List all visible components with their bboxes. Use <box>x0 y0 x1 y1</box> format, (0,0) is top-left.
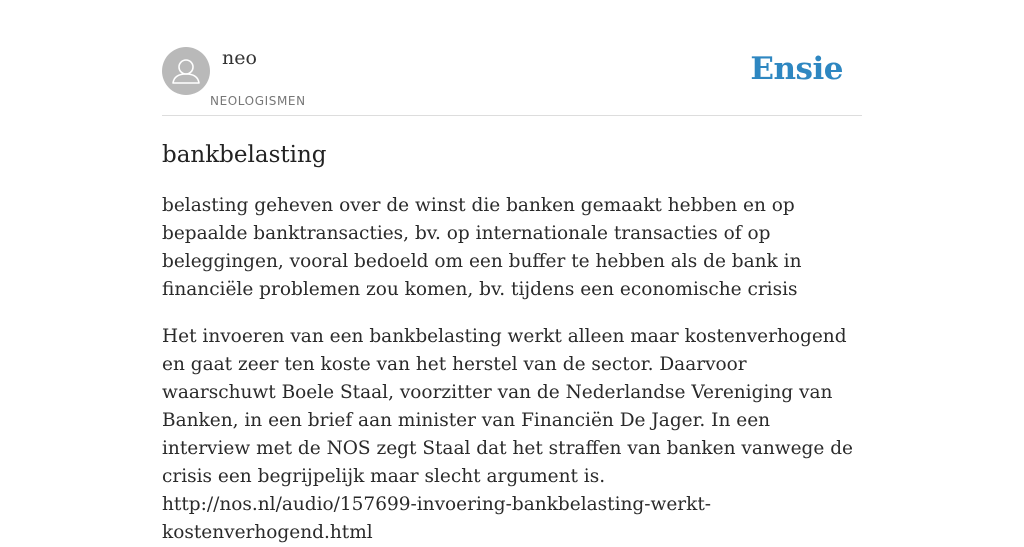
author-avatar[interactable] <box>162 47 210 95</box>
example-text: Het invoeren van een bankbelasting werkt alleen maar kostenverhogend en gaat zeer ten koste van het herstel van de sector. Daarvoor waarschuwt Boele Staal, voorzitter van de Nederlandse Vereniging van Banken, in een brief aan minister van Financiën De Jager. In een interview met de NOS zegt Staal dat het straffen van banken vanwege de crisis een begrijpelijk maar slecht argument is. <box>162 326 854 487</box>
user-icon <box>162 47 210 95</box>
entry-title: bankbelasting <box>162 142 327 168</box>
brand-logo[interactable]: Ensie <box>750 51 843 87</box>
entry-page <box>162 0 862 543</box>
entry-header <box>162 0 862 116</box>
example-source-link[interactable]: http://nos.nl/audio/157699-invoering-bankbelasting-werkt-kostenverhogend.html <box>162 494 712 543</box>
author-name-link[interactable]: neo <box>222 47 257 69</box>
entry-example <box>162 323 862 547</box>
entry-definition: belasting geheven over de winst die banken gemaakt hebben en op bepaalde banktransacties, bv. op internationale transacties of op beleggingen, vooral bedoeld om een buffer te hebben als de bank in financiële problemen zou komen, bv. tijdens een economische crisis <box>162 195 802 300</box>
category-label[interactable]: NEOLOGISMEN <box>210 94 306 108</box>
